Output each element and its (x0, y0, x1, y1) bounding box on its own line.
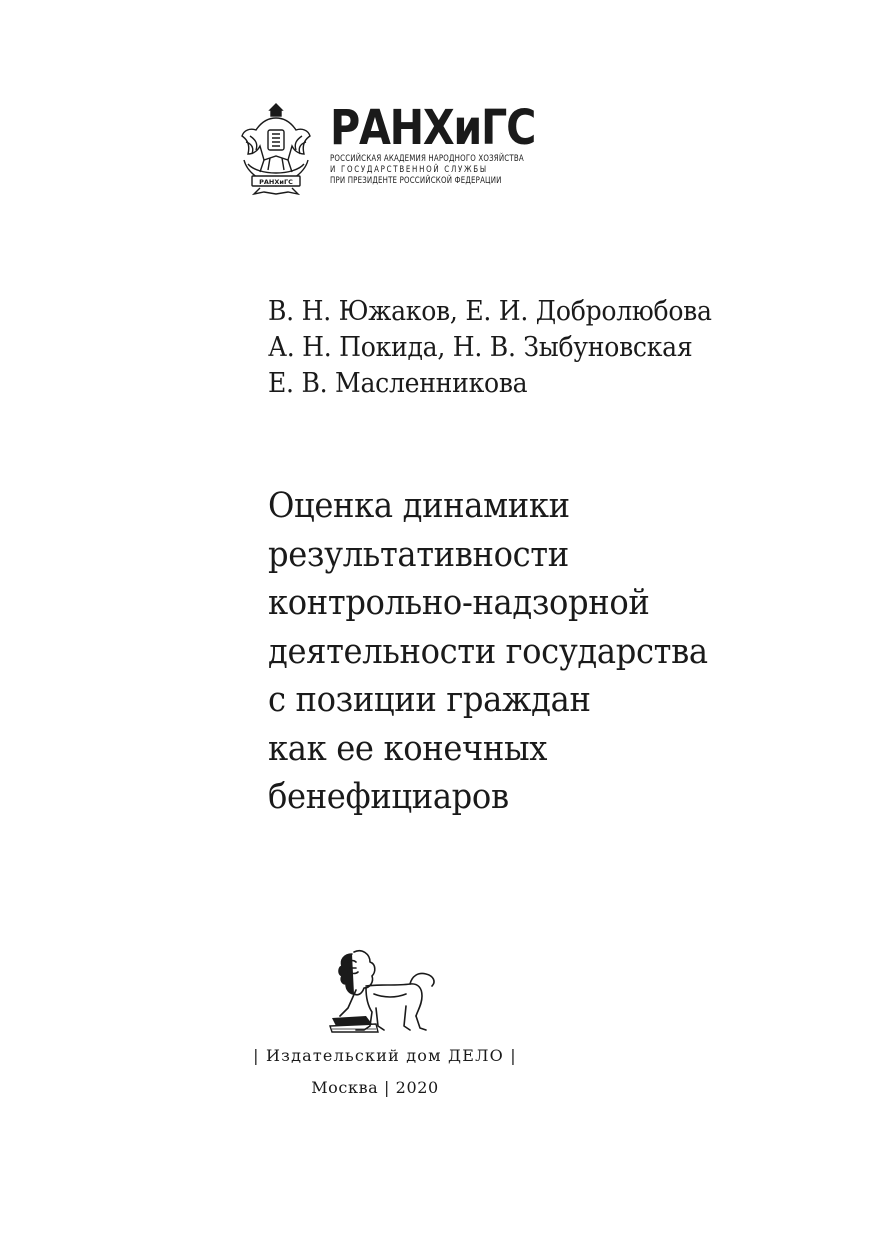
brand-name: РАНХиГС (330, 100, 536, 156)
ranepa-eagle-emblem-icon (238, 100, 314, 196)
authors (268, 294, 745, 402)
brand-subtitle-line: РОССИЙСКАЯ АКАДЕМИЯ НАРОДНОГО ХОЗЯЙСТВА (330, 154, 524, 164)
publisher: | Издательский дом ДЕЛО | (253, 1046, 517, 1065)
author-line: Е. В. Масленникова (268, 368, 528, 399)
title-line: как ее конечных (268, 728, 548, 769)
title-line: результативности (268, 534, 569, 575)
brand-subtitle-line: И ГОСУДАРСТВЕННОЙ СЛУЖБЫ (330, 165, 488, 175)
book-title (268, 482, 746, 822)
logo-block (238, 100, 548, 200)
lion-icon (326, 946, 444, 1034)
brand (330, 102, 568, 187)
author-line: А. Н. Покида, Н. В. Зыбуновская (268, 332, 693, 363)
svg-text:РАНХиГС: РАНХиГС (259, 178, 293, 186)
brand-subtitle-line: ПРИ ПРЕЗИДЕНТЕ РОССИЙСКОЙ ФЕДЕРАЦИИ (330, 176, 502, 186)
title-line: контрольно-надзорной (268, 583, 650, 623)
title-line: бенефициаров (268, 777, 509, 817)
title-line: с позиции граждан (268, 680, 591, 720)
title-line: Оценка динамики (268, 486, 570, 526)
title-line: деятельности государства (268, 631, 708, 672)
author-line: В. Н. Южаков, Е. И. Добролюбова (268, 296, 712, 327)
place-year: Москва | 2020 (311, 1078, 439, 1097)
